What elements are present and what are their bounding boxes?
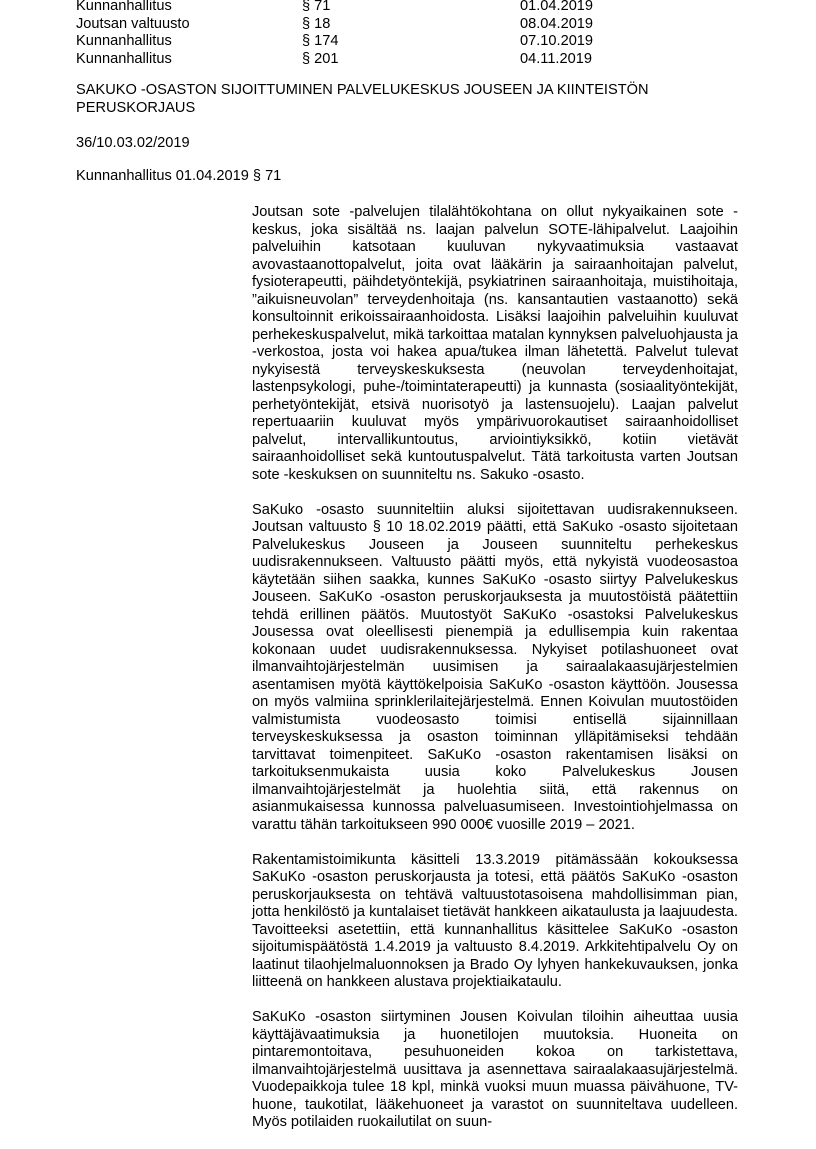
body-paragraph: Joutsan sote -palvelujen tilalähtökohtana on ollut nykyaikainen sote -keskus, joka sisältää ns. laajan palvelun SOTE-lähipalvelut. Laajoihin palveluihin katsotaan kuuluvan nykyvaatimuksia vastaavat avovastaanottopalvelut, joita ovat lääkärin ja sairaanhoitajan palvelut, fysioterapeutti, päihdetyöntekijä, psykiatrinen sairaanhoitaja, muistihoitaja, ”aikuisneuvolan” terveydenhoitaja (ns. kansantautien vastaanotto) sekä konsultoinnit erikoissairaanhoidosta. Lisäksi laajoihin palveluihin kuuluvat perhekeskuspalvelut, mikä tarkoittaa matalan kynnyksen palveluohjausta ja -verkostoa, josta voi hakea apua/tukea ilman lähetettä. Palvelut tulevat nykyisestä terveyskeskuksesta (neuvolan terveydenhoitajat, lastenpsykologi, puhe-/toimintaterapeutti) ja kunnasta (sosiaalityöntekijät, perhetyöntekijät, etsivä nuorisotyö ja lastensuojelu). Laajan palvelut repertuaariin kuuluvat myös ympärivuorokautiset sairaanhoidolliset palvelut, intervallikuntoutus, arviointiyksikkö, kotiin vietävät sairaanhoidolliset sekä kuntoutuspalvelut. Tätä tarkoitusta varten Joutsan sote -keskuksen on suunniteltu ns. Sakuko -osasto. [252,204,738,483]
reference-body: Kunnanhallitus [76,33,172,49]
meeting-reference: Kunnanhallitus 01.04.2019 § 71 [76,168,282,184]
reference-body: Kunnanhallitus [76,0,172,14]
reference-row [76,33,636,51]
reference-body: Kunnanhallitus [76,50,172,67]
reference-body: Joutsan valtuusto [76,15,190,32]
diary-number: 36/10.03.02/2019 [76,135,190,151]
reference-table [76,0,636,68]
reference-row [76,51,636,69]
reference-section: § 201 [302,50,339,67]
reference-section: § 71 [302,0,331,14]
reference-row [76,16,636,34]
reference-date: 08.04.2019 [520,15,594,32]
reference-date: 01.04.2019 [520,0,594,14]
body-paragraph: SaKuKo -osaston siirtyminen Jousen Koivulan tiloihin aiheuttaa uusia käyttäjävaatimuksia ja huonetilojen muutoksia. Huoneita on pintaremontoitava, pesuhuoneiden kokoa on tarkistettava, ilmanvaihtojärjestelmä uusittava ja asennettava sairaalakaasujärjestelmä. Vuodepaikkoja tulee 18 kpl, minkä vuoksi muun muassa päivähuone, TV-huone, taukotilat, lääkehuoneet ja varastot on suunniteltava uudelleen. Myös potilaiden ruokailutilat on suun- [252,1009,738,1130]
reference-section: § 174 [302,33,339,49]
reference-section: § 18 [302,15,331,32]
reference-date: 07.10.2019 [520,33,594,49]
body-paragraph: Rakentamistoimikunta käsitteli 13.3.2019 pitämässään kokouksessa SaKuKo -osaston peruskorjausta ja totesi, että päätös SaKuKo -osaston peruskorjauksesta on tehtävä valtuustotasoisena mahdollisimman pian, jotta henkilöstö ja kuntalaiset tietävät hankkeen aikataulusta ja laajuudesta. Tavoitteeksi asetettiin, että kunnanhallitus käsittelee SaKuKo -osaston sijoitumispäätöstä 1.4.2019 ja valtuusto 8.4.2019. Arkkitehtipalvelu Oy on laatinut tilaohjelmaluonnoksen ja Brado Oy lyhyen hankekuvauksen, jonka liitteenä on hankkeen alustava projektiaikataulu. [252,851,738,990]
reference-row [76,0,636,16]
body-text [252,204,738,1149]
document-title: SAKUKO -OSASTON SIJOITTUMINEN PALVELUKESKUS JOUSEEN JA KIINTEISTÖN PERUSKORJAUS [76,82,649,116]
reference-date: 04.11.2019 [520,50,592,67]
body-paragraph: SaKuko -osasto suunniteltiin aluksi sijoitettavan uudisrakennukseen. Joutsan valtuusto § 10 18.02.2019 päätti, että SaKuko -osasto sijoitetaan Palvelukeskus Jouseen ja Jouseen suunniteltu perhekeskus uudisrakennukseen. Valtuusto päätti myös, että nykyistä vuodeosastoa käytetään siihen saakka, kunnes SaKuKo -osasto siirtyy Palvelukeskus Jouseen. SaKuKo -osaston peruskorjauksesta ja muutostöistä päätettiin tehdä erillinen päätös. Muutostyöt SaKuKo -osastoksi Palvelukeskus Jousessa ovat oleellisesti pienempiä ja edullisempia kuin rakentaa kokonaan uudet uudisrakennuksessa. Nykyiset potilashuoneet ovat ilmanvaihtojärjestelmän uusimisen ja sairaalakaasujärjestelmien asentamisen myötä käyttökelpoisia SaKuKo -osaston käyttöön. Jousessa on myös valmiina sprinklerilaitejärjestelmä. Ennen Koivulan muutostöiden valmistumista vuodeosasto toimisi entisellä sijainnillaan terveyskeskuksessa ja osaston toiminnan ylläpitämiseksi tehdään tarvittavat toimenpiteet. SaKuKo -osaston rakentamisen lisäksi on tarkoituksenmukaista uusia koko Palvelukeskus Jousen ilmanvaihtojärjestelmät ja huolehtia siitä, että rakennus on asianmukaisessa kunnossa palveluasumiseen. Investointiohjelmassa on varattu tähän tarkoitukseen 990 000€ vuosille 2019 – 2021. [252,501,738,833]
